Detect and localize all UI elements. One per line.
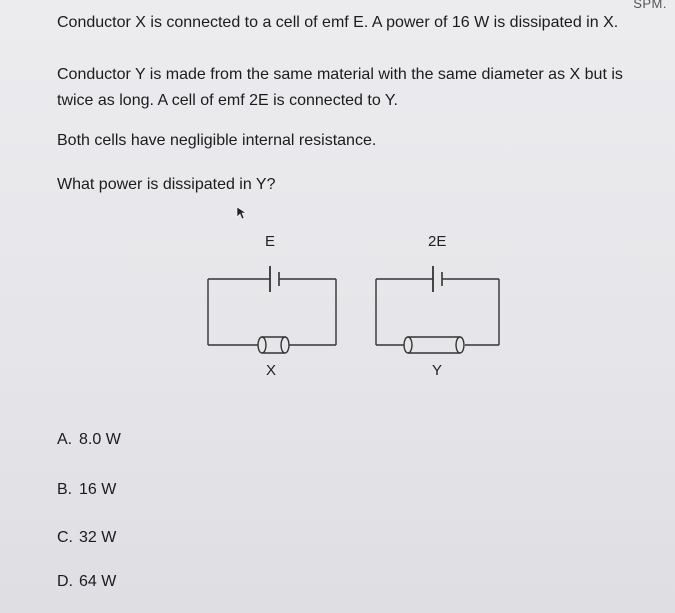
option-a-letter: A. (57, 431, 73, 448)
circuit-x-conductor-label: X (266, 362, 277, 379)
circuit-y-emf-label: 2E (428, 233, 447, 250)
option-a-text: 8.0 W (79, 431, 121, 448)
question-statement-x: Conductor X is connected to a cell of emf E. A power of 16 W is dissipated in X. (57, 14, 619, 31)
question-statement-cells: Both cells have negligible internal resistance. (57, 132, 377, 149)
circuit-y (376, 266, 499, 353)
conductor-x (258, 337, 289, 353)
option-d[interactable] (57, 572, 116, 592)
option-b[interactable] (57, 480, 116, 500)
option-d-letter: D. (57, 573, 73, 590)
option-b-text: 16 W (79, 481, 117, 498)
arrow-cursor-icon (236, 206, 248, 220)
option-d-text: 64 W (79, 573, 117, 590)
option-c-letter: C. (57, 529, 73, 546)
corner-label: SPM. (633, 0, 667, 11)
option-a[interactable] (57, 430, 121, 450)
conductor-y (404, 337, 464, 353)
question-prompt: What power is dissipated in Y? (57, 176, 276, 193)
circuit-x (208, 266, 336, 353)
option-b-letter: B. (57, 481, 73, 498)
option-c-text: 32 W (79, 529, 117, 546)
question-statement-y: Conductor Y is made from the same material with the same diameter as X but is twice as long. A cell of emf 2E is connected to Y. (57, 66, 623, 109)
circuit-x-emf-label: E (265, 233, 276, 250)
circuit-y-conductor-label: Y (432, 362, 443, 379)
option-c[interactable] (57, 528, 116, 548)
